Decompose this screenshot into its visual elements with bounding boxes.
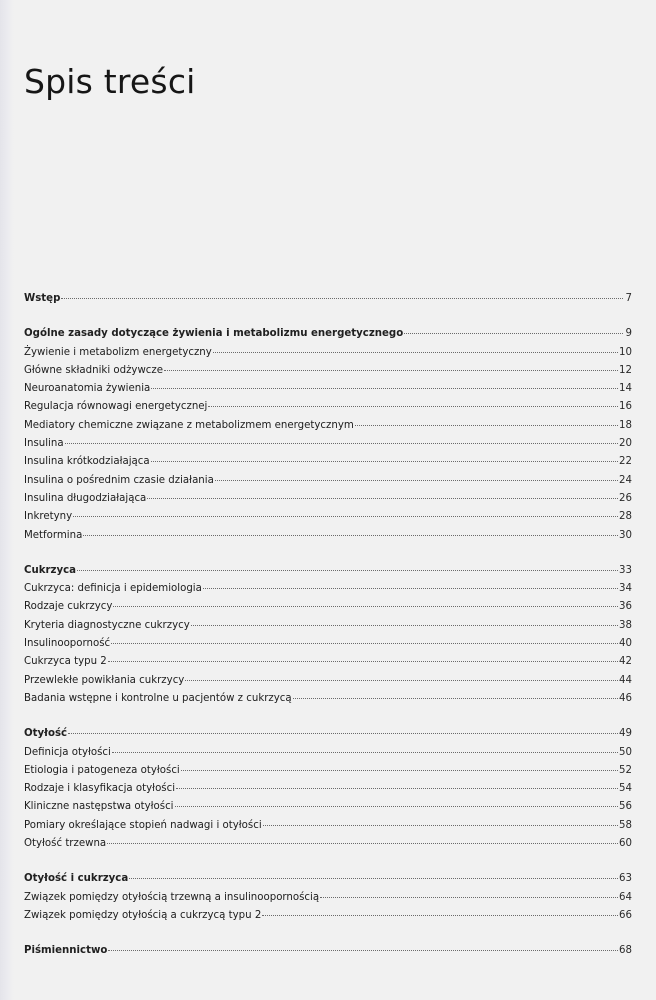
toc-entry[interactable] [24, 527, 632, 545]
toc-page-number: 44 [619, 674, 632, 686]
toc-entry[interactable] [24, 362, 632, 380]
toc-page-number: 68 [619, 945, 632, 957]
dot-leader [107, 843, 618, 844]
toc-page-number: 63 [619, 873, 632, 885]
dot-leader [112, 752, 618, 753]
toc-page-number: 26 [619, 492, 632, 504]
toc-entry-label: Insulina o pośrednim czasie działania [24, 474, 214, 486]
toc-page-number: 66 [619, 909, 632, 921]
toc-page-number: 10 [619, 346, 632, 358]
dot-leader [181, 770, 618, 771]
toc-entry[interactable] [24, 344, 632, 362]
dot-leader [175, 806, 619, 807]
toc-entry[interactable] [24, 617, 632, 635]
toc-entry-label: Główne składniki odżywcze [24, 364, 164, 376]
dot-leader [203, 588, 618, 589]
toc-page-number: 33 [619, 564, 632, 576]
toc-entry-label: Badania wstępne i kontrolne u pacjentów z cukrzycą [24, 692, 292, 704]
toc-entry-label: Insulina długodziałająca [24, 492, 147, 504]
toc-page-number: 64 [619, 891, 632, 903]
dot-leader [355, 425, 618, 426]
toc-section-heading[interactable] [24, 725, 632, 743]
toc-entry[interactable] [24, 508, 632, 526]
toc-page-number: 12 [619, 364, 632, 376]
toc-entry-label: Inkretyny [24, 511, 73, 523]
dot-leader [108, 661, 618, 662]
dot-leader [404, 333, 623, 334]
toc-page-number: 50 [619, 746, 632, 758]
toc-section-heading[interactable] [24, 942, 632, 960]
toc-page-number: 24 [619, 474, 632, 486]
toc-entry[interactable] [24, 635, 632, 653]
toc-entry-label: Związek pomiędzy otyłością a cukrzycą typu 2 [24, 909, 262, 921]
dot-leader [65, 443, 618, 444]
toc-section-heading[interactable] [24, 562, 632, 580]
toc-entry-label: Definicja otyłości [24, 746, 111, 758]
toc-entry-label: Cukrzyca [24, 564, 77, 576]
toc-page-number: 52 [619, 764, 632, 776]
toc-page-number: 58 [619, 819, 632, 831]
toc-section-heading[interactable] [24, 870, 632, 888]
toc-entry[interactable] [24, 435, 632, 453]
toc-page-number: 20 [619, 438, 632, 450]
dot-leader [61, 298, 623, 299]
toc-entry[interactable] [24, 490, 632, 508]
toc-entry-label: Związek pomiędzy otyłością trzewną a insulinoopornością [24, 891, 320, 903]
toc-entry-label: Regulacja równowagi energetycznej [24, 401, 208, 413]
toc-entry-label: Piśmiennictwo [24, 945, 108, 957]
toc-page-number: 49 [619, 728, 632, 740]
toc-entry-label: Insulina [24, 438, 64, 450]
toc-entry-label: Insulina krótkodziałająca [24, 456, 150, 468]
dot-leader [176, 788, 618, 789]
toc-entry-label: Mediatory chemiczne związane z metabolizmem energetycznym [24, 419, 354, 431]
toc-page-number: 22 [619, 456, 632, 468]
toc-page-number: 14 [619, 383, 632, 395]
toc-entry[interactable] [24, 672, 632, 690]
toc-entry[interactable] [24, 472, 632, 490]
toc-page-number: 18 [619, 419, 632, 431]
toc-page-number: 9 [625, 328, 632, 340]
toc-entry-label: Cukrzyca typu 2 [24, 656, 107, 668]
toc-entry-label: Wstęp [24, 293, 61, 304]
toc-page-number: 30 [619, 529, 632, 541]
toc-entry-label: Metformina [24, 529, 83, 541]
dot-leader [83, 535, 618, 536]
toc-entry[interactable] [24, 453, 632, 471]
toc-entry[interactable] [24, 653, 632, 671]
toc-entry-label: Otyłość i cukrzyca [24, 873, 129, 885]
toc-entry[interactable] [24, 598, 632, 616]
toc-entry-label: Neuroanatomia żywienia [24, 383, 151, 395]
toc-section-heading[interactable] [24, 325, 632, 343]
toc-page-number: 40 [619, 638, 632, 650]
toc-entry-label: Insulinooporność [24, 638, 111, 650]
dot-leader [77, 570, 618, 571]
toc-page-number: 54 [619, 783, 632, 795]
toc-entry-label: Przewlekłe powikłania cukrzycy [24, 674, 185, 686]
toc-entry-label: Pomiary określające stopień nadwagi i otyłości [24, 819, 262, 831]
toc-page-number: 28 [619, 511, 632, 523]
dot-leader [129, 878, 618, 879]
toc-entry-label: Kliniczne następstwa otyłości [24, 801, 174, 813]
dot-leader [73, 516, 618, 517]
dot-leader [111, 643, 618, 644]
toc-section-heading[interactable] [24, 290, 632, 308]
dot-leader [108, 950, 618, 951]
toc-entry-label: Kryteria diagnostyczne cukrzycy [24, 619, 190, 631]
dot-leader [191, 625, 618, 626]
toc-entry[interactable] [24, 417, 632, 435]
toc-entry-label: Cukrzyca: definicja i epidemiologia [24, 583, 202, 595]
toc-entry-label: Etiologia i patogeneza otyłości [24, 764, 180, 776]
toc-entry[interactable] [24, 690, 632, 708]
dot-leader [215, 480, 618, 481]
toc-entry-label: Rodzaje i klasyfikacja otyłości [24, 783, 176, 795]
table-of-contents [24, 290, 632, 961]
dot-leader [320, 897, 618, 898]
toc-page-number: 34 [619, 583, 632, 595]
toc-entry[interactable] [24, 835, 632, 853]
toc-entry[interactable] [24, 762, 632, 780]
dot-leader [185, 680, 618, 681]
toc-entry-label: Rodzaje cukrzycy [24, 601, 113, 613]
toc-page-number: 7 [625, 293, 632, 304]
page-title: Spis treści [24, 62, 196, 101]
dot-leader [213, 352, 618, 353]
dot-leader [151, 461, 618, 462]
toc-page-number: 36 [619, 601, 632, 613]
toc-page-number: 60 [619, 838, 632, 850]
toc-entry[interactable] [24, 380, 632, 398]
toc-entry[interactable] [24, 398, 632, 416]
dot-leader [113, 606, 618, 607]
toc-entry[interactable] [24, 780, 632, 798]
toc-page-number: 16 [619, 401, 632, 413]
dot-leader [263, 825, 618, 826]
dot-leader [262, 915, 618, 916]
toc-entry[interactable] [24, 817, 632, 835]
toc-page-number: 56 [619, 801, 632, 813]
dot-leader [151, 388, 618, 389]
toc-entry-label: Ogólne zasady dotyczące żywienia i metabolizmu energetycznego [24, 328, 404, 340]
dot-leader [164, 370, 618, 371]
toc-entry-label: Otyłość trzewna [24, 838, 107, 850]
dot-leader [68, 733, 618, 734]
toc-entry[interactable] [24, 889, 632, 907]
dot-leader [208, 406, 618, 407]
toc-entry[interactable] [24, 798, 632, 816]
toc-page-number: 38 [619, 619, 632, 631]
dot-leader [147, 498, 618, 499]
toc-page-number: 42 [619, 656, 632, 668]
toc-entry-label: Żywienie i metabolizm energetyczny [24, 346, 212, 358]
toc-page-number: 46 [619, 692, 632, 704]
toc-entry[interactable] [24, 907, 632, 925]
dot-leader [293, 698, 618, 699]
page-binding-edge [0, 0, 14, 1000]
toc-entry[interactable] [24, 744, 632, 762]
toc-entry[interactable] [24, 580, 632, 598]
toc-entry-label: Otyłość [24, 728, 68, 740]
